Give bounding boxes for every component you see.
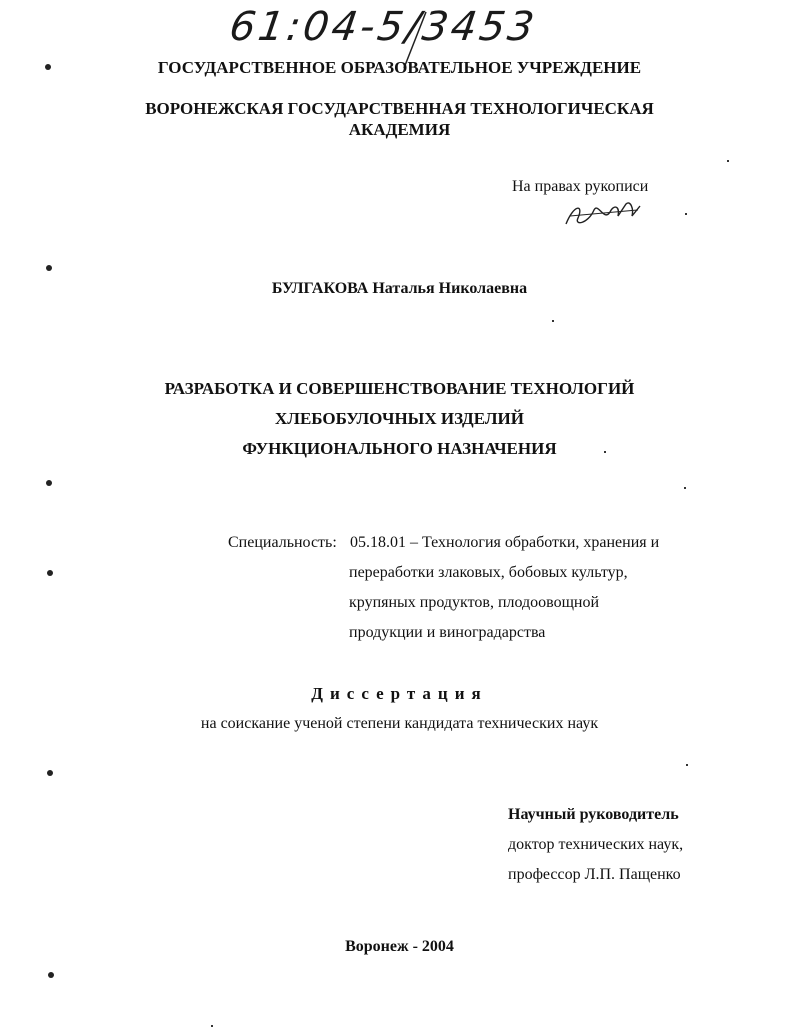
specialty-line4: продукции и виноградарства bbox=[349, 624, 546, 641]
punch-hole bbox=[47, 770, 53, 776]
scan-speck bbox=[552, 320, 554, 322]
document-type: Диссертация bbox=[311, 684, 488, 703]
archive-code: 61:04-5/3453 bbox=[226, 4, 540, 50]
specialty-line2: переработки злаковых, бобовых культур, bbox=[349, 564, 628, 581]
academy-name-line2: АКАДЕМИЯ bbox=[348, 120, 451, 139]
signature bbox=[560, 198, 650, 232]
title-line3: ФУНКЦИОНАЛЬНОГО НАЗНАЧЕНИЯ bbox=[242, 439, 557, 458]
scan-speck bbox=[686, 764, 688, 766]
punch-hole bbox=[46, 265, 52, 271]
scan-speck bbox=[684, 487, 686, 489]
title-line2: ХЛЕБОБУЛОЧНЫХ ИЗДЕЛИЙ bbox=[275, 409, 524, 428]
supervisor-name: профессор Л.П. Пащенко bbox=[508, 866, 681, 883]
rights-note: На правах рукописи bbox=[512, 178, 649, 195]
supervisor-heading: Научный руководитель bbox=[508, 806, 679, 823]
scan-speck bbox=[211, 1025, 213, 1027]
punch-hole bbox=[47, 570, 53, 576]
city-year: Воронеж - 2004 bbox=[345, 938, 454, 955]
author-name: БУЛГАКОВА Наталья Николаевна bbox=[271, 280, 528, 297]
specialty-line1: 05.18.01 – Технология обработки, хранения и bbox=[350, 534, 660, 551]
punch-hole bbox=[48, 972, 54, 978]
specialty-line3: крупяных продуктов, плодоовощной bbox=[349, 594, 600, 611]
degree-sought: на соискание ученой степени кандидата технических наук bbox=[200, 715, 599, 732]
scan-speck bbox=[685, 213, 687, 215]
specialty-label: Специальность: bbox=[228, 534, 337, 551]
institution-type: ГОСУДАРСТВЕННОЕ ОБРАЗОВАТЕЛЬНОЕ УЧРЕЖДЕНИЕ bbox=[157, 58, 642, 77]
academy-name-line1: ВОРОНЕЖСКАЯ ГОСУДАРСТВЕННАЯ ТЕХНОЛОГИЧЕСКАЯ bbox=[145, 99, 654, 118]
title-line1: РАЗРАБОТКА И СОВЕРШЕНСТВОВАНИЕ ТЕХНОЛОГИЙ bbox=[164, 379, 635, 398]
supervisor-degree: доктор технических наук, bbox=[508, 836, 684, 853]
punch-hole bbox=[46, 480, 52, 486]
scan-speck bbox=[727, 160, 729, 162]
